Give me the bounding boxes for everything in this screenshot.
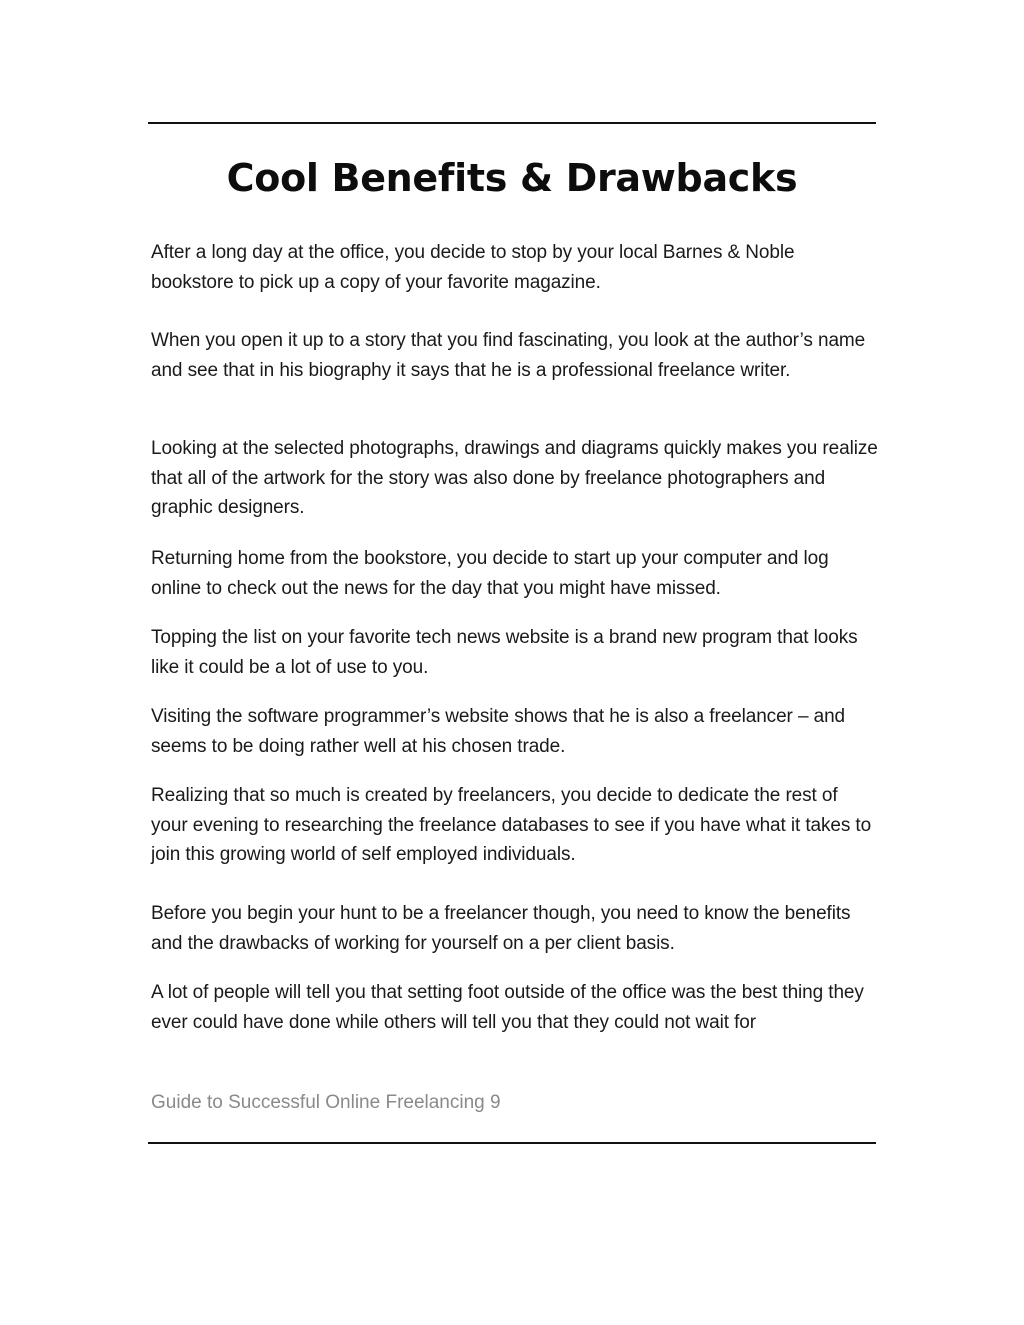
paragraph-4: Returning home from the bookstore, you decide to start up your computer and log online to check out the news for the day that you might have missed.: [151, 548, 829, 599]
paragraph-8: Before you begin your hunt to be a freelancer though, you need to know the benefits and the drawbacks of working for yourself on a per client basis.: [151, 903, 851, 954]
paragraph-9: A lot of people will tell you that setting foot outside of the office was the best thing they ever could have done while others will tell you that they could not wait for: [151, 982, 864, 1033]
page-title: Cool Benefits & Drawbacks: [226, 156, 798, 200]
paragraph-7: Realizing that so much is created by freelancers, you decide to dedicate the rest of your evening to researching the freelance databases to see if you have what it takes to join this growing world of self employed individuals.: [151, 785, 872, 866]
paragraph-6: Visiting the software programmer’s website shows that he is also a freelancer – and seems to be doing rather well at his chosen trade.: [151, 706, 846, 757]
paragraph-2: When you open it up to a story that you find fascinating, you look at the author’s name and see that in his biography it says that he is a professional freelance writer.: [151, 330, 866, 381]
page-footer: Guide to Successful Online Freelancing 9: [151, 1092, 501, 1113]
paragraph-3: Looking at the selected photographs, drawings and diagrams quickly makes you realize that all of the artwork for the story was also done by freelance photographers and graphic designers.: [151, 438, 878, 519]
bottom-divider: [148, 1142, 876, 1144]
paragraph-5: Topping the list on your favorite tech news website is a brand new program that looks like it could be a lot of use to you.: [151, 627, 858, 678]
paragraph-1: After a long day at the office, you decide to stop by your local Barnes & Noble bookstore to pick up a copy of your favorite magazine.: [151, 242, 795, 293]
top-divider: [148, 122, 876, 124]
